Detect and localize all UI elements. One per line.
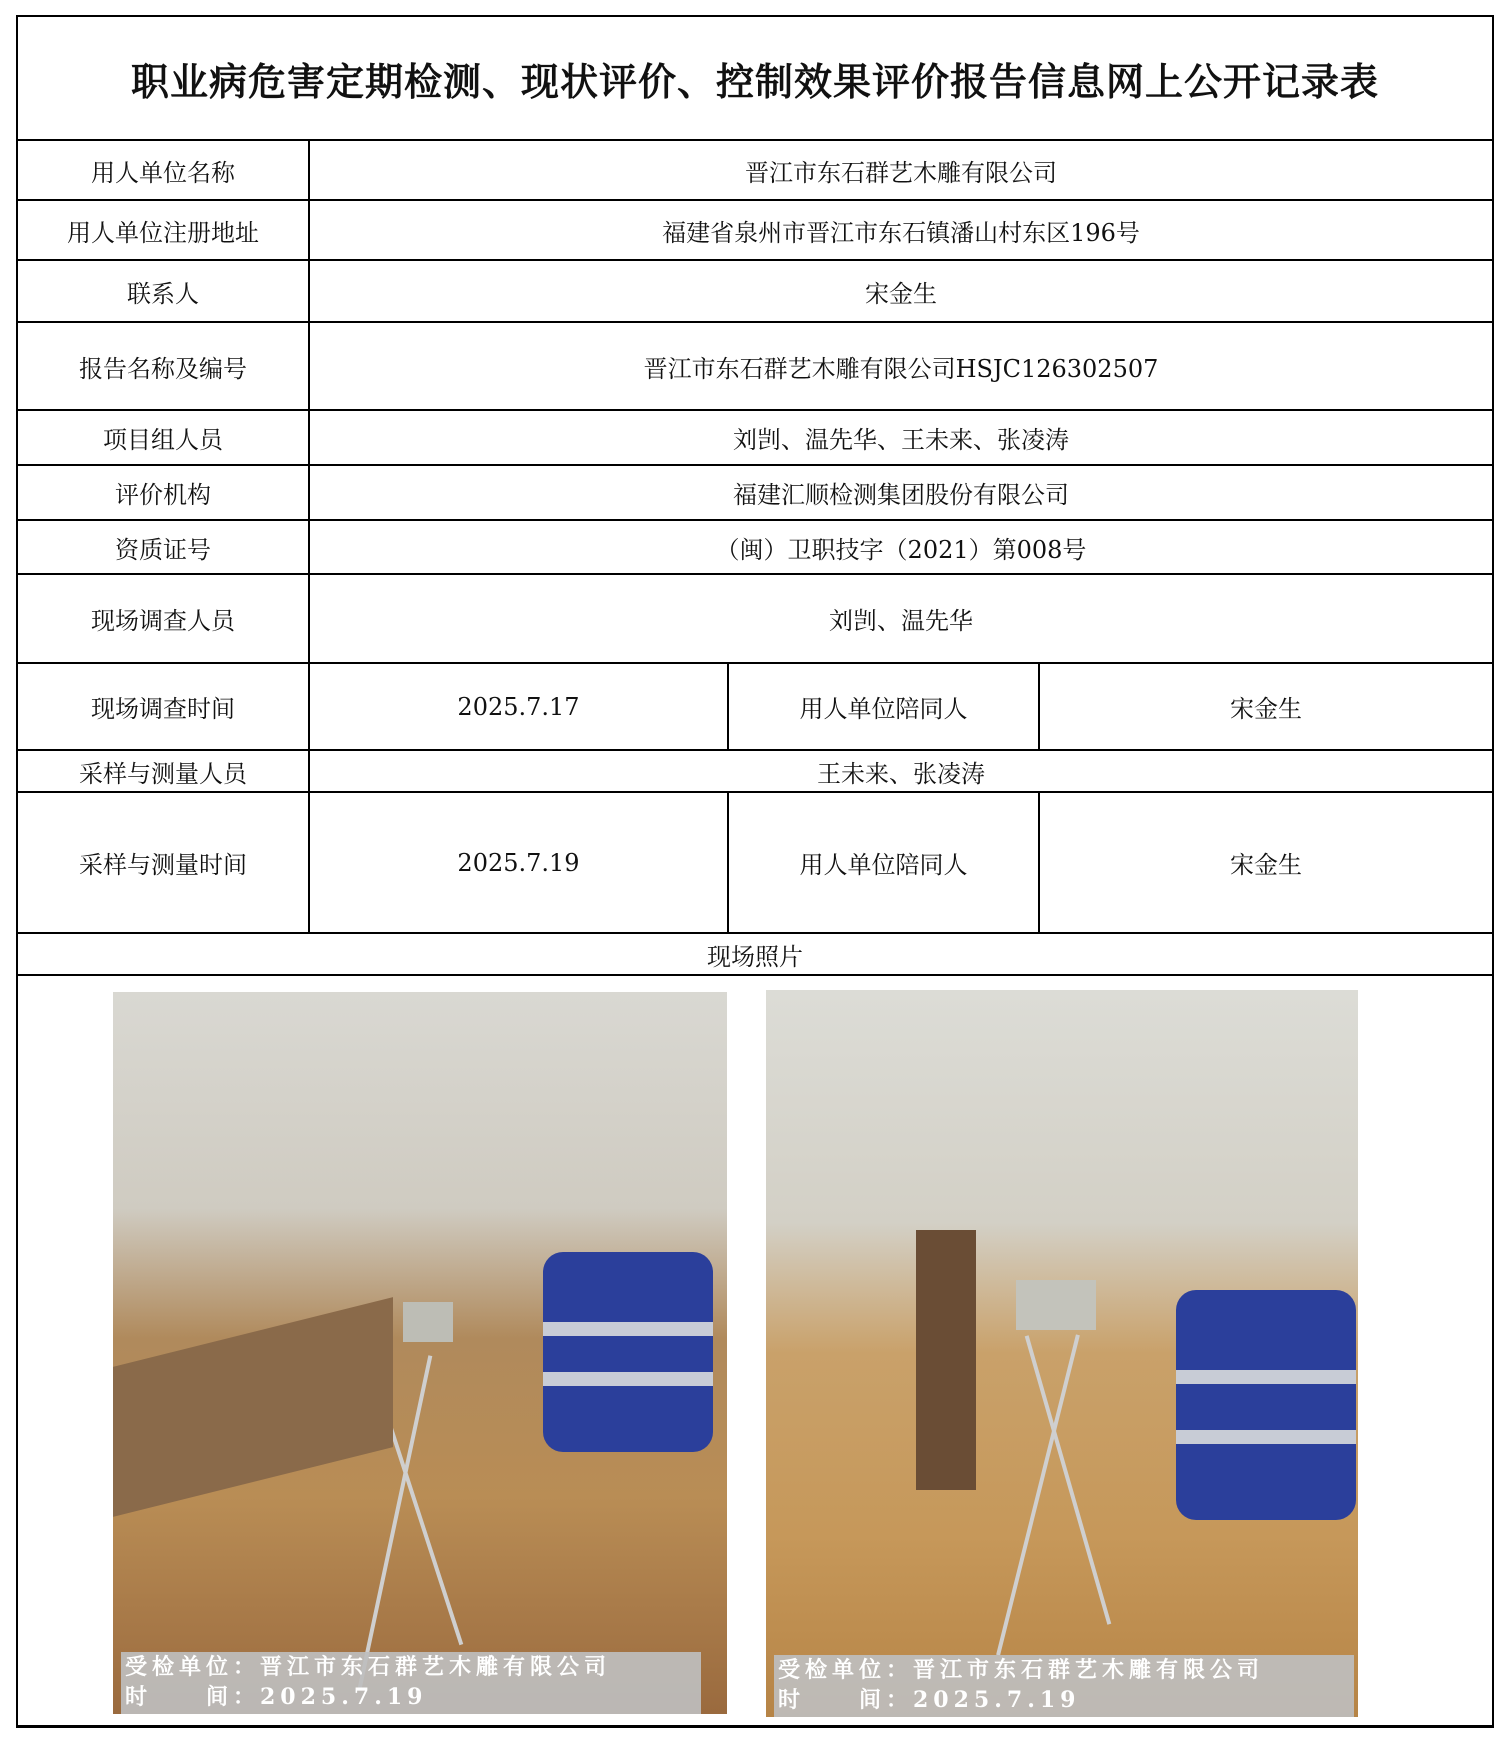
photo-2-caption-unit: 受检单位：晋江市东石群艺木雕有限公司 bbox=[778, 1657, 1265, 1683]
value-employer-name: 晋江市东石群艺木雕有限公司 bbox=[745, 158, 1057, 187]
photo-1-caption-unit: 受检单位：晋江市东石群艺木雕有限公司 bbox=[125, 1654, 612, 1680]
value-sampling-staff: 王未来、张凌涛 bbox=[817, 759, 985, 788]
photo-2-caption-time: 时 间：2025.7.19 bbox=[778, 1687, 1081, 1713]
value-team: 刘剀、温先华、王未来、张凌涛 bbox=[733, 426, 1069, 454]
label-contact: 联系人 bbox=[127, 279, 199, 308]
label-address: 用人单位注册地址 bbox=[67, 218, 259, 247]
label-sampling-time: 采样与测量时间 bbox=[79, 851, 247, 879]
photos-heading: 现场照片 bbox=[707, 942, 803, 971]
label-employer-name: 用人单位名称 bbox=[91, 158, 235, 187]
label-survey-companion: 用人单位陪同人 bbox=[799, 695, 968, 723]
label-report: 报告名称及编号 bbox=[79, 354, 247, 383]
page-title: 职业病危害定期检测、现状评价、控制效果评价报告信息网上公开记录表 bbox=[130, 58, 1379, 104]
value-survey-staff: 刘剀、温先华 bbox=[829, 607, 973, 635]
value-survey-companion: 宋金生 bbox=[1230, 695, 1302, 723]
value-report: 晋江市东石群艺木雕有限公司HSJC126302507 bbox=[643, 354, 1159, 383]
label-cert: 资质证号 bbox=[115, 535, 211, 564]
value-address: 福建省泉州市晋江市东石镇潘山村东区196号 bbox=[662, 218, 1140, 247]
value-contact: 宋金生 bbox=[865, 279, 937, 308]
label-agency: 评价机构 bbox=[115, 481, 211, 509]
value-survey-time: 2025.7.17 bbox=[457, 692, 580, 721]
label-survey-time: 现场调查时间 bbox=[91, 695, 235, 723]
value-sampling-time: 2025.7.19 bbox=[457, 848, 580, 877]
photo-1-caption-time: 时 间：2025.7.19 bbox=[125, 1684, 428, 1710]
label-sampling-staff: 采样与测量人员 bbox=[79, 759, 247, 788]
site-photo-1 bbox=[113, 992, 727, 1714]
label-team: 项目组人员 bbox=[103, 426, 223, 454]
label-survey-staff: 现场调查人员 bbox=[91, 607, 235, 635]
value-cert: （闽）卫职技字（2021）第008号 bbox=[715, 535, 1087, 564]
site-photo-2 bbox=[766, 990, 1358, 1717]
value-agency: 福建汇顺检测集团股份有限公司 bbox=[733, 481, 1069, 509]
label-sampling-companion: 用人单位陪同人 bbox=[799, 851, 968, 879]
value-sampling-companion: 宋金生 bbox=[1230, 851, 1302, 879]
